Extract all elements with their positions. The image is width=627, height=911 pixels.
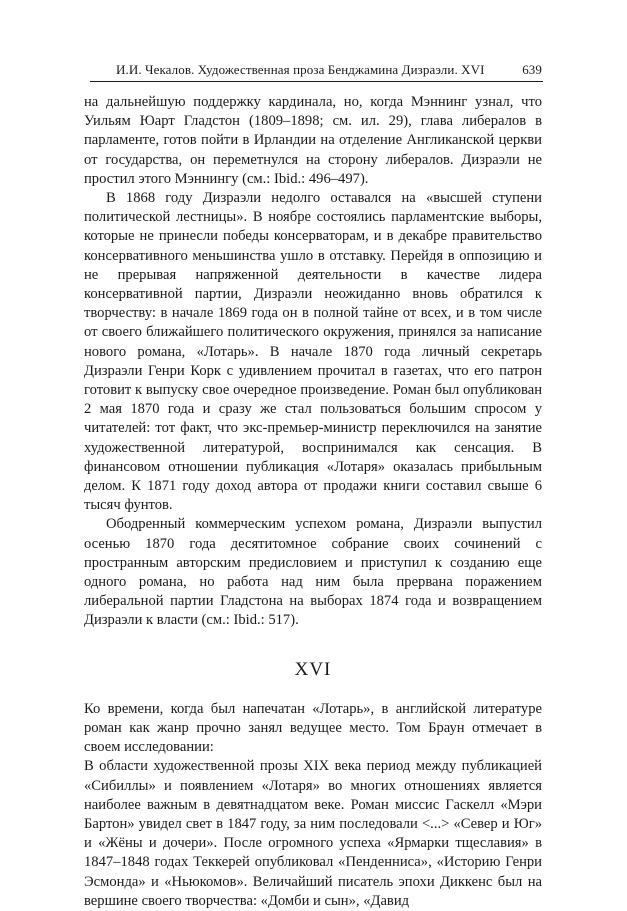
- paragraph-continuation: на дальнейшую поддержку кардинала, но, когда Мэннинг узнал, что Уильям Юарт Гладстон (1809–1898; см. ил. 29), глава либералов в парламенте, готов пойти в Ирландии на отделение Англиканской церкви от государства, он переметнулся на сторону либералов. Дизраэли не простил этого Мэннингу (см.: Ibid.: 496–497).: [84, 94, 542, 187]
- running-title: И.И. Чекалов. Художественная проза Бенджамина Дизраэли. XVI: [116, 62, 485, 77]
- section-paragraph: Ко времени, когда был напечатан «Лотарь», в английской литературе роман как жанр прочно занял ведущее место. Том Браун отмечает в своем исследовании:: [84, 700, 542, 756]
- paragraph: В 1868 году Дизраэли недолго оставался на «высшей ступени политической лестницы». В ноябре состоялись парламентские выборы, которые не принесли победы консерваторам, и в декабре правительство консервативного меньшинства ушло в отставку. Перейдя в оппозицию и не прерывая напряженной деятельности в качестве лидера консервативной партии, Дизраэли неожиданно вновь обратился к творчеству: в начале 1869 года он в полной тайне от всех, и в том числе от своего ближайшего политического окружения, принялся за написание нового романа, «Лотарь». В начале 1870 года личный секретарь Дизраэли Генри Корк с удивлением прочитал в газетах, что его патрон готовит к выпуску свое очередное произведение. Роман был опубликован 2 мая 1870 года и сразу же стал пользоваться большим спросом у читателей: тот факт, что экс-премьер-министр переключился на занятие художественной литературой, воспринимался как сенсация. В финансовом отношении публикация «Лотаря» оказалась прибыльным делом. К 1871 году доход автора от продажи книги составил свыше 6 тысяч фунтов.: [84, 190, 542, 514]
- block-quote: В области художественной прозы XIX века период между публикацией «Сибиллы» и появлением «Лотаря» во многих отношениях является наиболее важным в девятнадцатом веке. Роман миссис Гаскелл «Мэри Бартон» увидел свет в 1847 году, за ним последовали <...> «Север и Юг» и «Жёны и дочери». После огромного успеха «Ярмарки тщеславия» в 1847–1848 годах Теккерей опубликовал «Пенденниса», «Историю Генри Эсмонда» и «Ньюкомов». Величайший писатель эпохи Диккенс был на вершине своего творчества: «Домби и сын», «Давид: [84, 758, 542, 909]
- running-header: [90, 62, 542, 78]
- section-heading: XVI: [294, 658, 332, 680]
- page-number: 639: [522, 62, 542, 77]
- header-rule: [90, 81, 543, 82]
- body-text: [84, 93, 542, 911]
- paragraph: Ободренный коммерческим успехом романа, Дизраэли выпустил осенью 1870 года десятитомное собрание своих сочинений с пространным авторским предисловием и приступил к созданию еще одного романа, но работа над ним была прервана поражением либеральной партии Гладстона на выборах 1874 года и возвращением Дизраэли к власти (см.: Ibid.: 517).: [84, 516, 542, 629]
